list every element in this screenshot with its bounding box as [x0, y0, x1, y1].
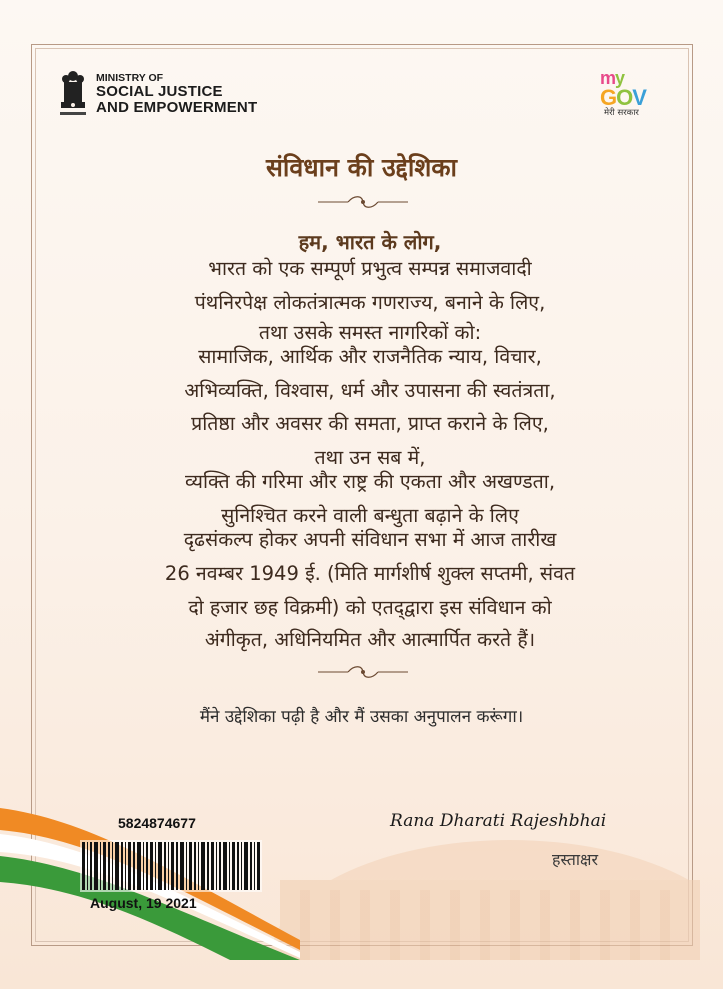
- mygov-logo-my: my: [600, 68, 625, 88]
- mygov-logo: [600, 68, 670, 118]
- mygov-tagline: मेरी सरकार: [604, 108, 639, 118]
- preamble-line: प्रतिष्ठा और अवसर की समता, प्राप्त कराने के लिए,: [191, 412, 549, 435]
- ministry-line-3: AND EMPOWERMENT: [96, 98, 258, 116]
- preamble-text: [100, 228, 640, 655]
- preamble-line: अभिव्यक्ति, विश्वास, धर्म और उपासना की स्वतंत्रता,: [184, 379, 556, 402]
- preamble-line: व्यक्ति की गरिमा और राष्ट्र की एकता और अखण्डता,: [184, 470, 556, 493]
- ministry-name: [96, 73, 257, 116]
- ministry-line-2: SOCIAL JUSTICE: [96, 82, 223, 100]
- issue-date: August, 19 2021: [90, 895, 197, 911]
- preamble-line: भारत को एक सम्पूर्ण प्रभुत्व सम्पन्न समाजवादी: [208, 257, 532, 280]
- mygov-logo-gov: GOV: [600, 85, 646, 110]
- ministry-header: [58, 68, 257, 120]
- preamble-line: तथा उन सब में,: [314, 446, 426, 469]
- preamble-line: अंगीकृत, अधिनियमित और आत्मार्पित करते हैं।: [204, 628, 536, 651]
- preamble-line: 26 नवम्बर 1949 ई. (मिति मार्गशीर्ष शुक्ल सप्तमी, संवत: [164, 562, 576, 585]
- barcode: [80, 840, 262, 892]
- signature: Rana Dharati Rajeshbhai: [390, 811, 607, 831]
- preamble-line: सुनिश्चित करने वाली बन्धुता बढ़ाने के लिए: [221, 504, 519, 527]
- pledge-statement: मैंने उद्देशिका पढ़ी है और मैं उसका अनुपालन करूंगा।: [199, 707, 524, 727]
- divider-flourish-top: [318, 195, 408, 209]
- preamble-line: दो हजार छह विक्रमी) को एतद्‌द्वारा इस संविधान को: [188, 596, 552, 619]
- ministry-line-1: MINISTRY OF: [96, 71, 164, 84]
- preamble-line: तथा उसके समस्त नागरिकों को:: [258, 321, 482, 344]
- signature-label: हस्ताक्षर: [552, 850, 599, 869]
- preamble-line: पंथनिरपेक्ष लोकतंत्रात्मक गणराज्य, बनाने के लिए,: [194, 291, 546, 314]
- preamble-line: दृढसंकल्प होकर अपनी संविधान सभा में आज तारीख: [183, 528, 557, 551]
- national-emblem-icon: [58, 69, 88, 119]
- certificate-number: 5824874677: [118, 815, 196, 831]
- page-title: संविधान की उद्देशिका: [265, 153, 458, 182]
- preamble-line: सामाजिक, आर्थिक और राजनैतिक न्याय, विचार,: [198, 345, 542, 368]
- preamble-opening: हम, भारत के लोग,: [298, 230, 442, 254]
- divider-flourish-bottom: [318, 665, 408, 679]
